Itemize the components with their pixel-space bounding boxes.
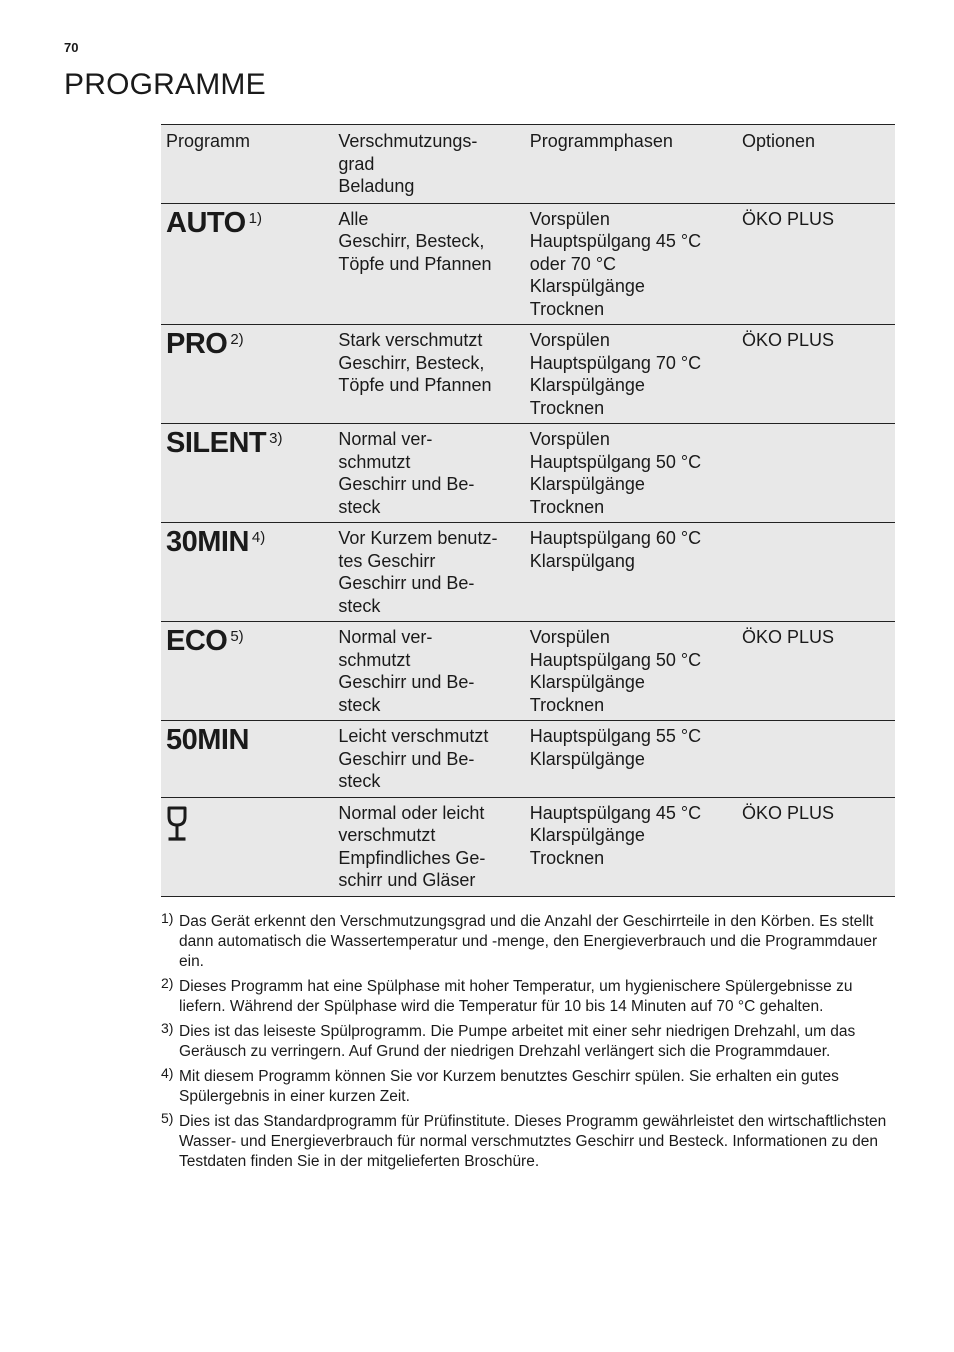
program-cell bbox=[161, 325, 334, 424]
phases-cell: Vorspülen Hauptspülgang 70 °C Klarspülgänge Trocknen bbox=[529, 330, 702, 418]
phases-cell: Vorspülen Hauptspülgang 45 °C oder 70 °C Klarspülgänge Trocknen bbox=[529, 208, 702, 319]
table-header bbox=[161, 125, 895, 204]
table-row-eco bbox=[161, 622, 895, 721]
table-row-pro bbox=[161, 325, 895, 424]
soiling-cell: Normal oder leicht verschmutzt Empfindliches Ge- schirr und Gläser bbox=[338, 802, 486, 890]
program-cell bbox=[161, 622, 334, 721]
table-row-50min bbox=[161, 721, 895, 798]
footnote-text: Mit diesem Programm können Sie vor Kurzem benutztes Geschirr spülen. Sie erhalten ein gutes Spülergebnis in einer kurzen Zeit. bbox=[179, 1068, 839, 1105]
footnote-ref: 5) bbox=[230, 628, 244, 645]
footnote-mark: 5) bbox=[161, 1110, 174, 1126]
table-header-row bbox=[161, 125, 895, 204]
soiling-cell: Normal ver- schmutzt Geschirr und Be- steck bbox=[338, 627, 475, 715]
table-body bbox=[161, 203, 895, 896]
options-cell: ÖKO PLUS bbox=[741, 330, 834, 350]
soiling-cell: Vor Kurzem benutz- tes Geschirr Geschirr und Be- steck bbox=[338, 528, 498, 616]
footnote-text: Dieses Programm hat eine Spülphase mit hoher Temperatur, um hygienischere Spülergebnisse zu liefern. Während der Spülphase wird die Temperatur für 10 bis 14 Minuten auf 70 °C gehalten. bbox=[179, 978, 853, 1015]
footnote-4 bbox=[161, 1067, 891, 1107]
options-cell: ÖKO PLUS bbox=[741, 627, 834, 647]
table-row-glass bbox=[161, 797, 895, 896]
options-cell bbox=[738, 721, 895, 798]
footnote-mark: 1) bbox=[161, 910, 174, 926]
phases-cell: Hauptspülgang 60 °C Klarspülgang bbox=[529, 528, 702, 571]
wine-glass-icon bbox=[166, 806, 188, 848]
options-cell: ÖKO PLUS bbox=[741, 802, 834, 823]
table-row-30min bbox=[161, 523, 895, 622]
footnote-text: Das Gerät erkennt den Verschmutzungsgrad und die Anzahl der Geschirrteile in den Körben. Es stellt dann automatisch die Wassertemperatur und -menge, den Energieverbrauch und die Programmdauer ein. bbox=[179, 913, 878, 970]
program-name-30min: 30MIN bbox=[166, 526, 249, 558]
footnote-mark: 4) bbox=[161, 1065, 174, 1081]
options-cell: ÖKO PLUS bbox=[741, 208, 834, 229]
phases-cell: Hauptspülgang 55 °C Klarspülgänge bbox=[529, 726, 702, 769]
footnote-mark: 2) bbox=[161, 975, 174, 991]
program-cell bbox=[161, 523, 334, 622]
footnote-mark: 3) bbox=[161, 1020, 174, 1036]
phases-cell: Hauptspülgang 45 °C Klarspülgänge Trocknen bbox=[529, 802, 702, 868]
footnotes bbox=[161, 912, 891, 1177]
program-name-50min: 50MIN bbox=[166, 724, 249, 756]
header-options: Optionen bbox=[741, 131, 816, 151]
footnote-text: Dies ist das leiseste Spülprogramm. Die Pumpe arbeitet mit einer sehr niedrigen Drehzahl, um das Geräusch zu verringern. Auf Grund der niedrigen Drehzahl verlängert sich die Programmdauer. bbox=[179, 1023, 856, 1060]
footnote-2 bbox=[161, 977, 891, 1017]
footnote-ref: 2) bbox=[230, 331, 244, 348]
programs-table bbox=[161, 124, 895, 897]
soiling-cell: Normal ver- schmutzt Geschirr und Be- steck bbox=[338, 429, 475, 517]
program-name-eco: ECO bbox=[166, 625, 228, 657]
program-name-silent: SILENT bbox=[166, 427, 267, 459]
options-cell bbox=[738, 523, 895, 622]
footnote-ref: 3) bbox=[269, 430, 283, 447]
header-soiling: Verschmutzungs- grad Beladung bbox=[338, 131, 478, 196]
footnote-text: Dies ist das Standardprogramm für Prüfinstitute. Dieses Programm gewährleistet den wirtschaftlichsten Wasser- und Energieverbrauch für normal verschmutztes Geschirr und Besteck. Informationen zu den Testdaten finden Sie in der mitgelieferten Broschüre. bbox=[179, 1113, 887, 1170]
program-cell bbox=[161, 203, 334, 325]
page-number: 70 bbox=[64, 40, 79, 55]
header-phases: Programmphasen bbox=[529, 131, 673, 151]
soiling-cell: Alle Geschirr, Besteck, Töpfe und Pfannen bbox=[338, 208, 492, 274]
options-cell bbox=[738, 424, 895, 523]
phases-cell: Vorspülen Hauptspülgang 50 °C Klarspülgänge Trocknen bbox=[529, 429, 702, 517]
footnote-ref: 4) bbox=[251, 529, 266, 546]
phases-cell: Vorspülen Hauptspülgang 50 °C Klarspülgänge Trocknen bbox=[529, 627, 702, 715]
page-title: PROGRAMME bbox=[64, 68, 266, 101]
soiling-cell: Leicht verschmutzt Geschirr und Be- steck bbox=[338, 726, 489, 791]
table-row-silent bbox=[161, 424, 895, 523]
program-name-pro: PRO bbox=[166, 328, 228, 360]
footnote-1 bbox=[161, 912, 891, 972]
header-program: Programm bbox=[166, 131, 251, 151]
program-cell bbox=[161, 721, 334, 798]
footnote-5 bbox=[161, 1112, 891, 1172]
program-cell bbox=[161, 424, 334, 523]
footnote-3 bbox=[161, 1022, 891, 1062]
program-name-auto: AUTO bbox=[166, 206, 246, 239]
table-row-auto bbox=[161, 203, 895, 325]
soiling-cell: Stark verschmutzt Geschirr, Besteck, Töpfe und Pfannen bbox=[338, 330, 492, 395]
footnote-ref: 1) bbox=[248, 209, 262, 227]
program-cell bbox=[161, 797, 334, 896]
